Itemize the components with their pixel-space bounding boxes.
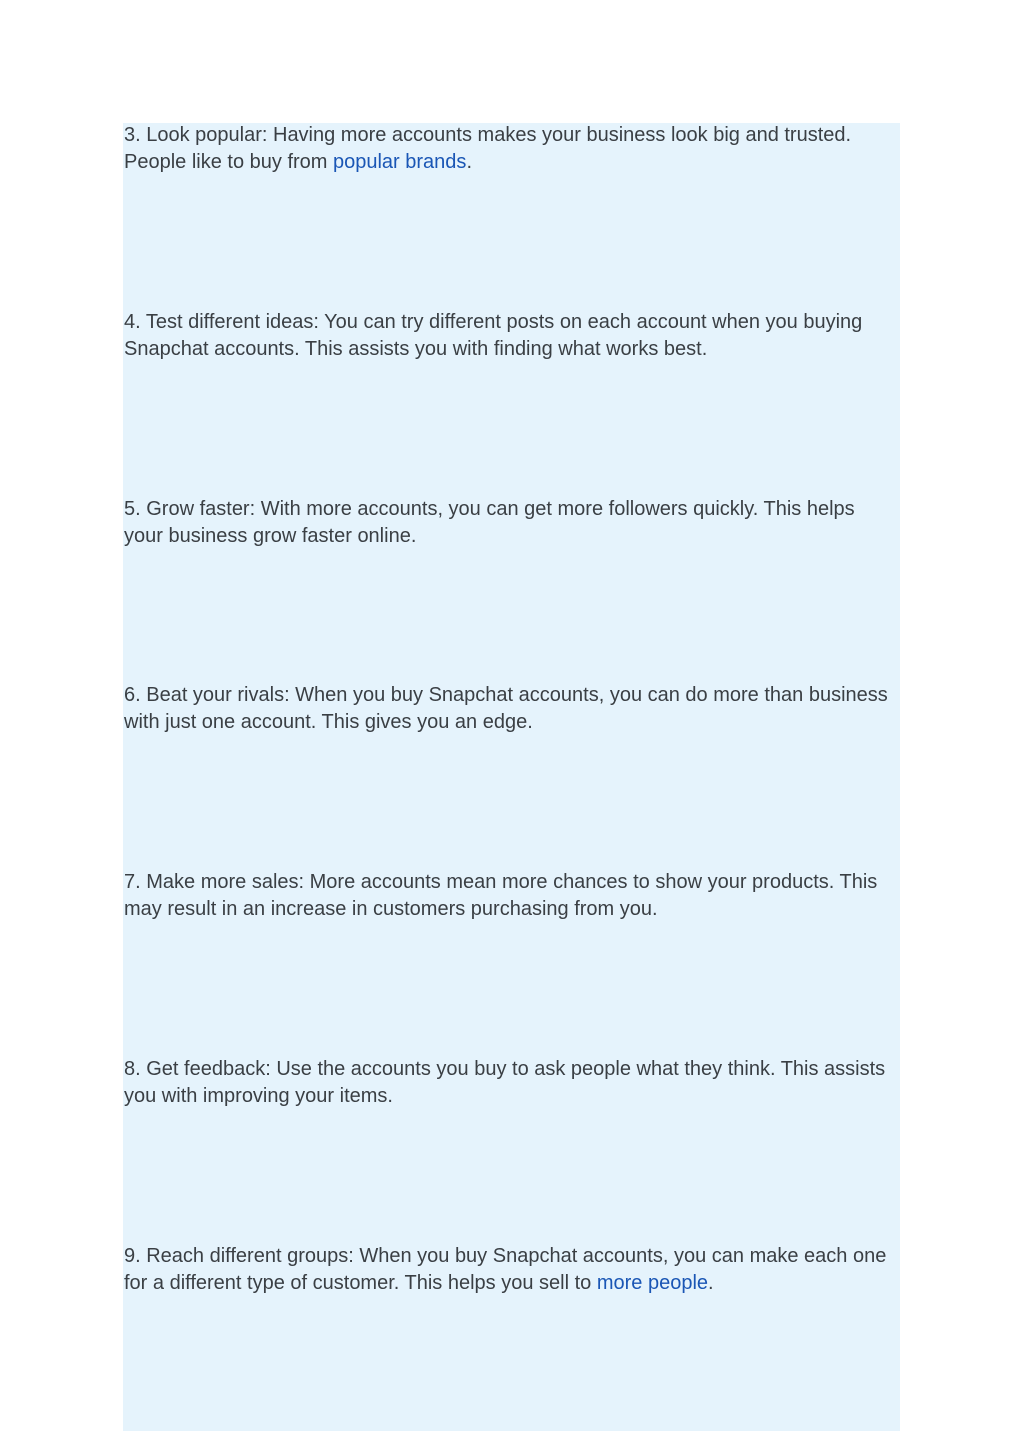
- list-item-3: [124, 122, 894, 176]
- list-item-7: [124, 869, 894, 923]
- item-text: 3. Look popular: Having more accounts makes your business look big and trusted. People like to buy from: [124, 124, 852, 173]
- item-text: 8. Get feedback: Use the accounts you buy to ask people what they think. This assists you with improving your items.: [124, 1058, 886, 1107]
- item-text: 6. Beat your rivals: When you buy Snapchat accounts, you can do more than business with just one account. This gives you an edge.: [124, 684, 888, 733]
- item-text: 9. Reach different groups: When you buy Snapchat accounts, you can make each one for a different type of customer. This helps you sell to: [124, 1245, 887, 1294]
- list-item-6: [124, 682, 894, 736]
- more-people-link[interactable]: more people: [596, 1272, 709, 1294]
- list-item-9: [124, 1243, 894, 1297]
- list-item-4: [124, 309, 894, 363]
- item-text: 7. Make more sales: More accounts mean more chances to show your products. This may result in an increase in customers purchasing from you.: [124, 871, 878, 920]
- list-item-8: [124, 1056, 894, 1110]
- list-item-5: [124, 496, 894, 550]
- popular-brands-link[interactable]: popular brands: [333, 151, 467, 173]
- item-text-after: .: [708, 1272, 714, 1294]
- item-text-after: .: [466, 151, 472, 173]
- item-text: 4. Test different ideas: You can try different posts on each account when you buying Snapchat accounts. This assists you with finding what works best.: [124, 311, 863, 360]
- item-text: 5. Grow faster: With more accounts, you can get more followers quickly. This helps your business grow faster online.: [124, 498, 855, 547]
